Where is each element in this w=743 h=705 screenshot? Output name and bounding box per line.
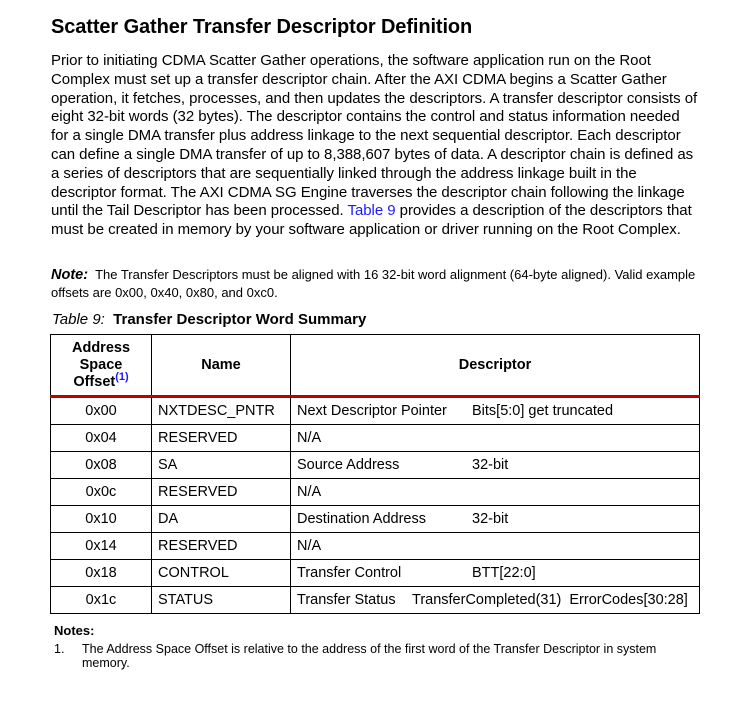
note-label: Note: <box>51 267 89 283</box>
cell-offset: 0x0c <box>51 479 152 506</box>
table-header-row <box>51 335 700 397</box>
cell-descriptor <box>291 587 700 614</box>
cell-name: RESERVED <box>152 425 291 452</box>
cell-name: SA <box>152 452 291 479</box>
cell-offset: 0x08 <box>51 452 152 479</box>
cell-offset: 0x00 <box>51 397 152 425</box>
cell-descriptor <box>291 397 700 425</box>
table-caption-title: Transfer Descriptor Word Summary <box>113 311 367 328</box>
descriptor-summary-table <box>50 334 700 614</box>
header-name: Name <box>152 335 291 397</box>
descriptor-label: Transfer Control <box>297 565 402 581</box>
table-row <box>51 397 700 425</box>
section-title: Scatter Gather Transfer Descriptor Definition <box>51 16 473 38</box>
cell-descriptor <box>291 425 700 452</box>
table-caption <box>52 311 366 328</box>
table-row <box>51 533 700 560</box>
paragraph-text-before-link: Prior to initiating CDMA Scatter Gather operations, the software application run on the Root Complex must set up a transfer descriptor chain. After the AXI CDMA begins a Scatter Gather operation, it fetches, processes, and then updates the descriptors. A transfer descriptor consists of eight 32-bit words (32 bytes). The descriptor contains the control and status information needed for a single DMA transfer plus address linkage to the next sequential descriptor. Each descriptor can define a single DMA transfer of up to 8,388,607 bytes of data. A descriptor chain is defined as a series of descriptors that are sequentially linked through the address linkage built in the descriptor format. The AXI CDMA SG Engine traverses the descriptor chain following the linkage until the Tail Descriptor has been processed. <box>51 52 698 220</box>
footnote-1-link[interactable]: (1) <box>115 370 129 383</box>
cell-offset: 0x04 <box>51 425 152 452</box>
cell-offset: 0x1c <box>51 587 152 614</box>
descriptor-label: N/A <box>297 430 322 446</box>
cell-descriptor <box>291 479 700 506</box>
cell-descriptor <box>291 506 700 533</box>
descriptor-detail: TransferCompleted(31) <box>412 592 562 608</box>
note-text: The Transfer Descriptors must be aligned with 16 32-bit word alignment (64-byte aligned). Valid example offsets are 0x00, 0x40, 0x80, and 0xc0. <box>51 267 696 300</box>
descriptor-detail: 32-bit <box>472 511 509 527</box>
footnote-item <box>54 643 704 670</box>
alignment-note <box>51 266 711 302</box>
cell-descriptor <box>291 452 700 479</box>
cell-offset: 0x14 <box>51 533 152 560</box>
header-offset: Address Space Offset$^{(1)}$ <box>51 335 152 397</box>
table-row <box>51 560 700 587</box>
descriptor-label: Source Address <box>297 457 400 473</box>
table-row <box>51 479 700 506</box>
table-row <box>51 587 700 614</box>
descriptor-label: N/A <box>297 538 322 554</box>
cell-name: RESERVED <box>152 479 291 506</box>
descriptor-extra: ErrorCodes[30:28] <box>569 592 688 608</box>
cell-name: DA <box>152 506 291 533</box>
footnote-number: 1. <box>54 642 65 656</box>
body-paragraph <box>51 52 701 240</box>
notes-heading: Notes: <box>54 623 95 638</box>
cell-name: STATUS <box>152 587 291 614</box>
descriptor-label: N/A <box>297 484 322 500</box>
descriptor-label: Destination Address <box>297 511 426 527</box>
cell-offset: 0x10 <box>51 506 152 533</box>
table-9-link[interactable]: Table 9 <box>347 202 396 220</box>
header-descriptor: Descriptor <box>291 335 700 397</box>
cell-offset: 0x18 <box>51 560 152 587</box>
cell-descriptor <box>291 533 700 560</box>
descriptor-detail: 32-bit <box>472 457 509 473</box>
paragraph-text-after-link: provides a description of the descriptors that must be created in memory by your software application or driver running on the Root Complex. <box>51 202 692 239</box>
cell-name: NXTDESC_PNTR <box>152 397 291 425</box>
descriptor-detail: BTT[22:0] <box>472 565 536 581</box>
cell-descriptor <box>291 560 700 587</box>
cell-name: RESERVED <box>152 533 291 560</box>
descriptor-label: Transfer Status <box>297 592 396 608</box>
table-row <box>51 506 700 533</box>
footnote-text: The Address Space Offset is relative to the address of the first word of the Transfer Descriptor in system memory. <box>82 642 657 670</box>
descriptor-label: Next Descriptor Pointer <box>297 403 447 419</box>
descriptor-detail: Bits[5:0] get truncated <box>472 403 614 419</box>
table-row <box>51 425 700 452</box>
cell-name: CONTROL <box>152 560 291 587</box>
table-row <box>51 452 700 479</box>
table-caption-label: Table 9: <box>52 311 105 328</box>
